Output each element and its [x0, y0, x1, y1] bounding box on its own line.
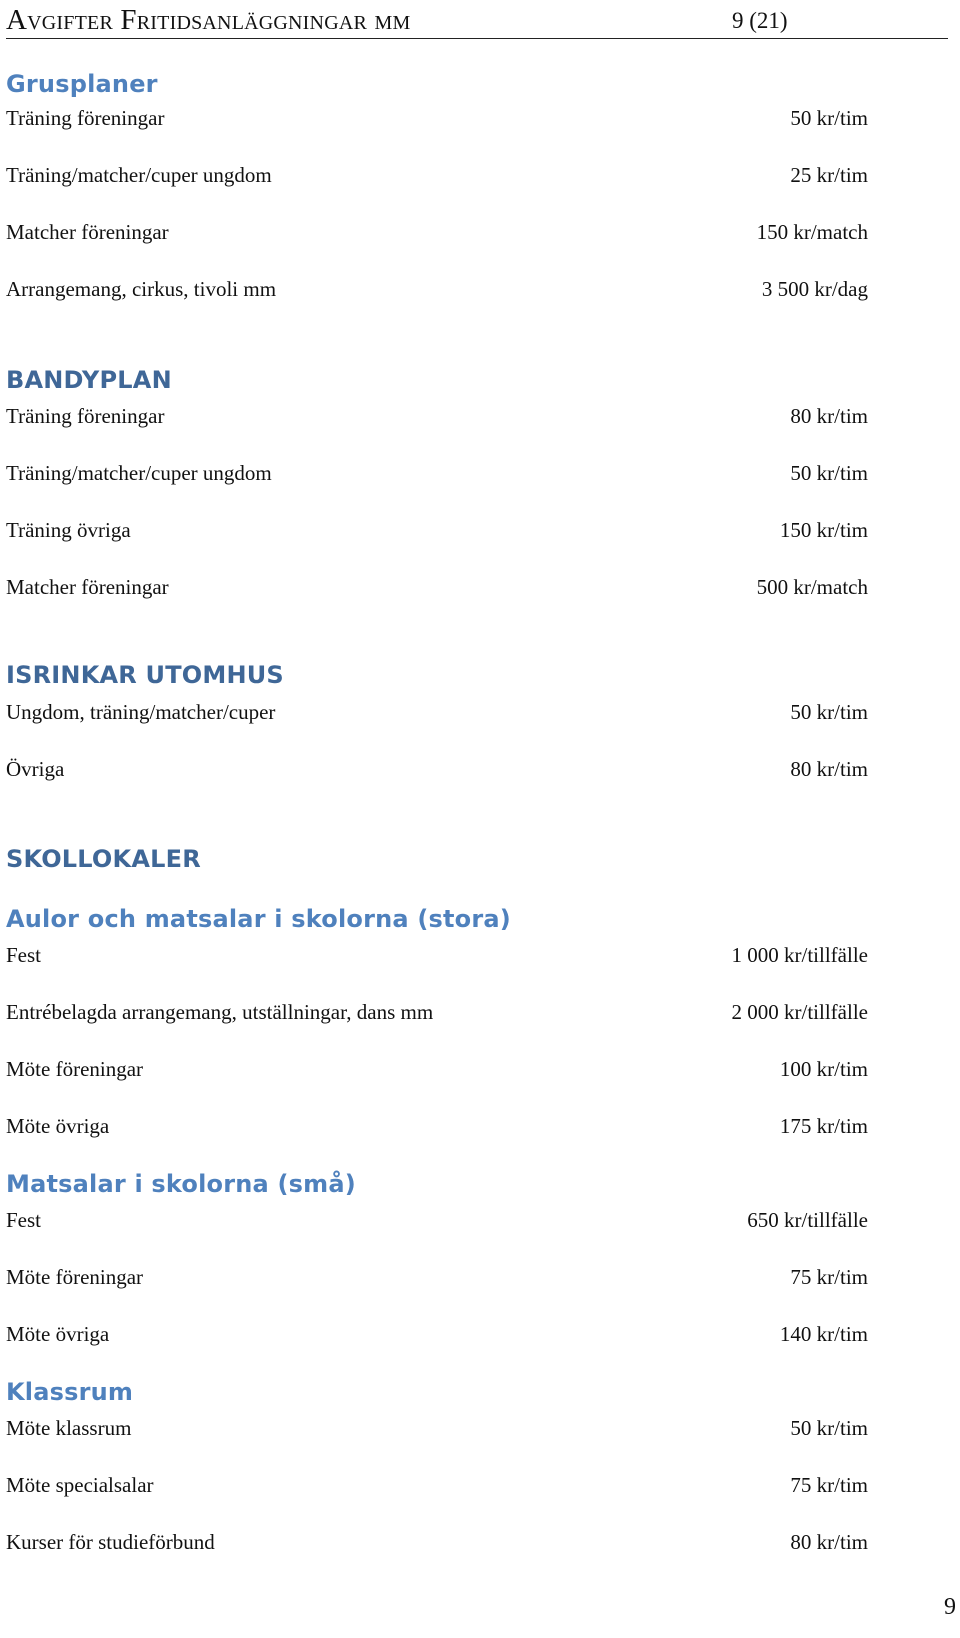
fee-label: Arrangemang, cirkus, tivoli mm	[6, 277, 277, 301]
fee-row	[6, 1322, 868, 1352]
fee-value: 140 kr/tim	[779, 1322, 868, 1346]
fee-label: Matcher föreningar	[6, 575, 169, 599]
fee-row	[6, 1416, 868, 1446]
fee-value: 2 000 kr/tillfälle	[731, 1000, 868, 1024]
fee-value: 3 500 kr/dag	[761, 277, 868, 301]
fee-label: Möte föreningar	[6, 1265, 144, 1289]
fee-row	[6, 1000, 868, 1030]
fee-value: 500 kr/match	[756, 575, 868, 599]
fee-label: Möte specialsalar	[6, 1473, 154, 1497]
fee-value: 80 kr/tim	[790, 757, 868, 781]
fee-row	[6, 1473, 868, 1503]
fee-row	[6, 518, 868, 548]
fee-row	[6, 1208, 868, 1238]
fee-value: 50 kr/tim	[790, 461, 868, 485]
fee-label: Möte övriga	[6, 1114, 110, 1138]
fee-label: Träning övriga	[6, 518, 131, 542]
fee-label: Möte övriga	[6, 1322, 110, 1346]
fee-value: 50 kr/tim	[790, 700, 868, 724]
fee-label: Träning föreningar	[6, 106, 165, 130]
fee-value: 150 kr/tim	[779, 518, 868, 542]
section-heading-bandyplan: BANDYPLAN	[6, 366, 172, 394]
fee-label: Träning föreningar	[6, 404, 165, 428]
section-heading-skollokaler: SKOLLOKALER	[6, 845, 201, 873]
fee-label: Entrébelagda arrangemang, utställningar, dans mm	[6, 1000, 434, 1024]
fee-value: 175 kr/tim	[779, 1114, 868, 1138]
fee-value: 650 kr/tillfälle	[747, 1208, 868, 1232]
fee-value: 80 kr/tim	[790, 404, 868, 428]
document-title: Avgifter Fritidsanläggningar mm	[6, 4, 411, 36]
fee-value: 75 kr/tim	[790, 1265, 868, 1289]
fee-value: 80 kr/tim	[790, 1530, 868, 1554]
page-indicator: 9 (21)	[732, 8, 788, 33]
fee-label: Matcher föreningar	[6, 220, 169, 244]
fee-row	[6, 277, 868, 307]
fee-label: Möte klassrum	[6, 1416, 132, 1440]
section-heading-aulor: Aulor och matsalar i skolorna (stora)	[6, 905, 511, 933]
fee-row	[6, 700, 868, 730]
fee-label: Övriga	[6, 757, 65, 781]
fee-value: 75 kr/tim	[790, 1473, 868, 1497]
fee-label: Träning/matcher/cuper ungdom	[6, 461, 272, 485]
section-heading-isrinkar: ISRINKAR UTOMHUS	[6, 661, 284, 689]
fee-row	[6, 575, 868, 605]
fee-row	[6, 404, 868, 434]
fee-label: Fest	[6, 943, 42, 967]
fee-value: 50 kr/tim	[790, 106, 868, 130]
fee-label: Fest	[6, 1208, 42, 1232]
fee-row	[6, 1114, 868, 1144]
fee-value: 25 kr/tim	[790, 163, 868, 187]
fee-label: Ungdom, träning/matcher/cuper	[6, 700, 276, 724]
fee-value: 150 kr/match	[756, 220, 868, 244]
page-header	[6, 0, 948, 39]
section-heading-klassrum: Klassrum	[6, 1378, 134, 1406]
fee-row	[6, 1265, 868, 1295]
fee-row	[6, 106, 868, 136]
fee-row	[6, 943, 868, 973]
fee-row	[6, 1057, 868, 1087]
fee-label: Möte föreningar	[6, 1057, 144, 1081]
fee-label: Träning/matcher/cuper ungdom	[6, 163, 272, 187]
fee-row	[6, 163, 868, 193]
fee-row	[6, 220, 868, 250]
fee-row	[6, 757, 868, 787]
page-number: 9	[944, 1594, 956, 1620]
fee-label: Kurser för studieförbund	[6, 1530, 215, 1554]
section-heading-matsalar: Matsalar i skolorna (små)	[6, 1170, 356, 1198]
fee-row	[6, 461, 868, 491]
section-heading-grusplaner: Grusplaner	[6, 70, 158, 98]
fee-value: 100 kr/tim	[779, 1057, 868, 1081]
fee-row	[6, 1530, 868, 1560]
fee-value: 1 000 kr/tillfälle	[731, 943, 868, 967]
fee-value: 50 kr/tim	[790, 1416, 868, 1440]
